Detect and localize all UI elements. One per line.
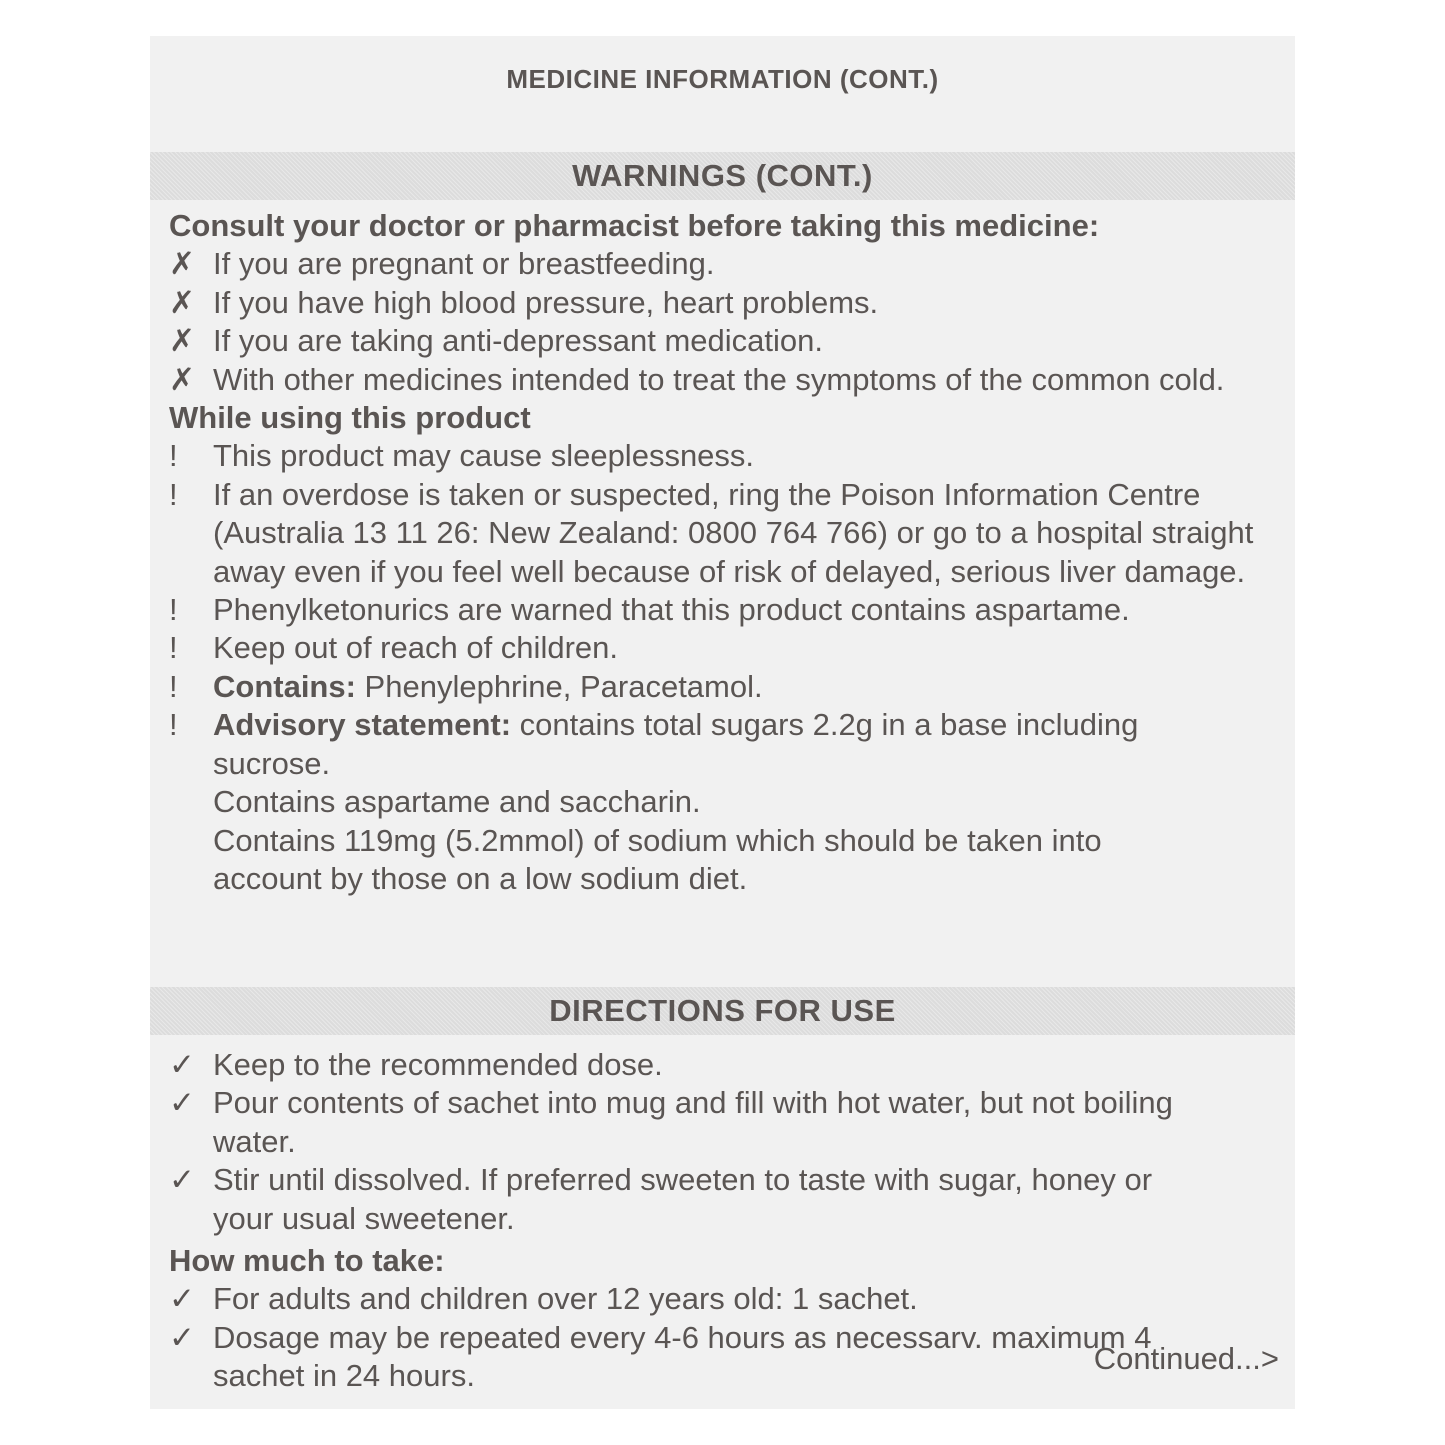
list-item: ✗ If you have high blood pressure, heart problems. [169, 284, 1289, 322]
list-item: ✓ Stir until dissolved. If preferred sweeten to taste with sugar, honey or your usual sweetener. [169, 1161, 1289, 1238]
exclamation-icon: ! [169, 668, 178, 704]
cross-icon: ✗ [169, 361, 195, 397]
exclamation-icon: ! [169, 630, 178, 666]
warnings-heading: WARNINGS (CONT.) [572, 158, 873, 193]
check-icon: ✓ [169, 1085, 195, 1121]
cross-icon: ✗ [169, 246, 195, 282]
contains-text: Phenylephrine, Paracetamol. [355, 668, 763, 704]
contains-item [169, 668, 1289, 706]
while-using-heading: While using this product [169, 400, 531, 436]
exclamation-icon: ! [169, 707, 178, 743]
consult-heading: Consult your doctor or pharmacist before taking this medicine: [169, 208, 1100, 243]
directions-heading: DIRECTIONS FOR USE [549, 993, 896, 1028]
check-icon: ✓ [169, 1319, 195, 1355]
how-much-heading: How much to take: [169, 1243, 445, 1279]
warnings-band [150, 152, 1295, 200]
continued-label: Continued...> [1093, 1341, 1279, 1376]
exclamation-icon: ! [169, 476, 178, 512]
list-item: ✓ Pour contents of sachet into mug and fill with hot water, but not boiling water. [169, 1084, 1289, 1161]
list-item: ! If an overdose is taken or suspected, ring the Poison Information Centre (Australia 13 11 26: New Zealand: 0800 764 766) or go to a hospital straight away even if you feel well because of risk of delayed, serious liver damage. [169, 476, 1289, 591]
list-item: ✓ Dosage may be repeated every 4-6 hours as necessarv. maximum 4 sachet in 24 hours. [169, 1319, 1289, 1396]
list-item: ! This product may cause sleeplessness. [169, 437, 1289, 475]
cross-icon: ✗ [169, 323, 195, 359]
leaflet-panel [150, 36, 1295, 1409]
list-item: ! Phenylketonurics are warned that this product contains aspartame. [169, 591, 1289, 629]
directions-band [150, 987, 1295, 1035]
check-icon: ✓ [169, 1047, 195, 1082]
contains-label: Contains: [213, 668, 356, 704]
list-item: ✗ If you are pregnant or breastfeeding. [169, 245, 1289, 283]
page-title: MEDICINE INFORMATION (CONT.) [506, 64, 939, 94]
list-item: ✗ If you are taking anti-depressant medication. [169, 322, 1289, 360]
check-icon: ✓ [169, 1162, 195, 1198]
exclamation-icon: ! [169, 438, 178, 474]
advisory-item [169, 706, 1289, 783]
exclamation-icon: ! [169, 592, 178, 628]
list-item: ✓ Keep to the recommended dose. [169, 1046, 1289, 1084]
warnings-section [169, 207, 1289, 898]
advisory-text: contains total sugars 2.2g in a base including sucrose. [213, 707, 1139, 781]
list-item: ! Keep out of reach of children. [169, 629, 1289, 667]
list-item: ✗ With other medicines intended to treat the symptoms of the common cold. [169, 361, 1289, 399]
list-item: ✓ For adults and children over 12 years old: 1 sachet. [169, 1280, 1289, 1318]
advisory-extra: Contains aspartame and saccharin. [213, 784, 701, 820]
check-icon: ✓ [169, 1281, 195, 1317]
advisory-label: Advisory statement: [213, 707, 512, 743]
advisory-extra: Contains 119mg (5.2mmol) of sodium which should be taken into account by those on a low sodium diet. [213, 822, 1102, 896]
cross-icon: ✗ [169, 284, 195, 320]
